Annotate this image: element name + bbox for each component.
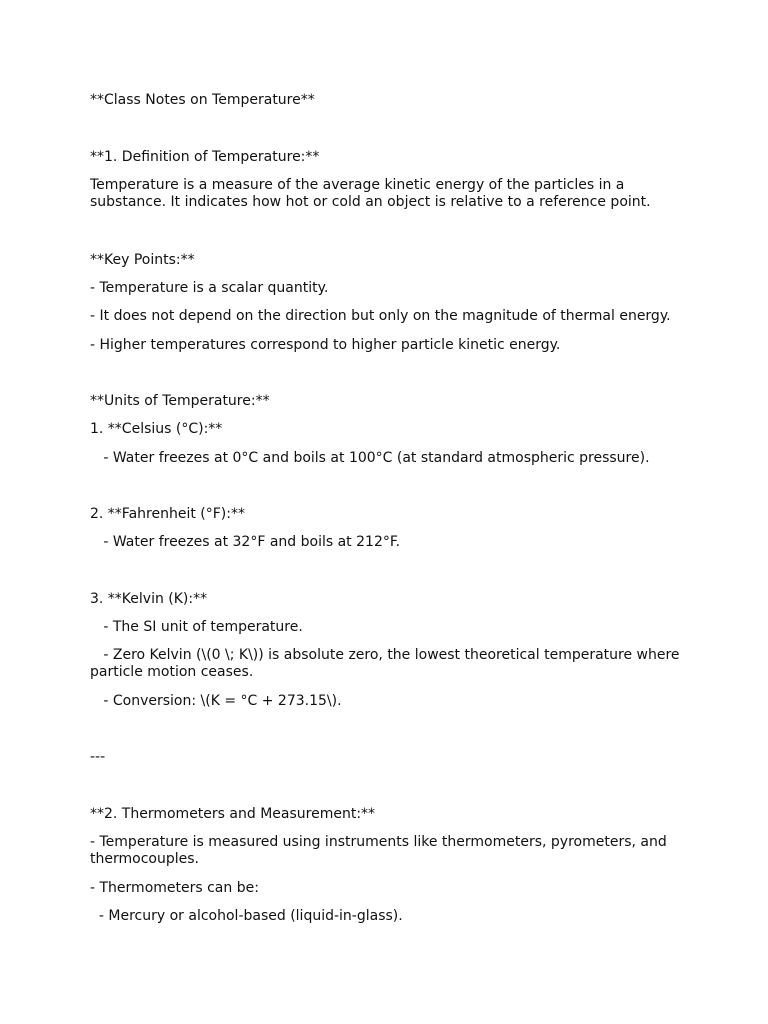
kelvin-item: - Zero Kelvin (\(0 \; K\)) is absolute zero, the lowest theoretical temperature where particle motion ceases. (90, 647, 684, 680)
key-points-heading: **Key Points:** (90, 252, 195, 268)
celsius-item: - Water freezes at 0°C and boils at 100°C (at standard atmospheric pressure). (90, 450, 650, 466)
units-heading: **Units of Temperature:** (90, 393, 270, 409)
key-point-item: - Higher temperatures correspond to higher particle kinetic energy. (90, 337, 561, 353)
key-point-item: - It does not depend on the direction but only on the magnitude of thermal energy. (90, 308, 671, 324)
section-1-heading: **1. Definition of Temperature:** (90, 149, 320, 165)
measurement-item: - Temperature is measured using instruments like thermometers, pyrometers, and thermocouples. (90, 834, 672, 867)
document-title: **Class Notes on Temperature** (90, 92, 315, 108)
kelvin-item: - The SI unit of temperature. (90, 619, 303, 635)
section-separator: --- (90, 749, 106, 765)
measurement-subitem: - Mercury or alcohol-based (liquid-in-glass). (90, 908, 403, 924)
definition-paragraph: Temperature is a measure of the average kinetic energy of the particles in a substance. It indicates how hot or cold an object is relative to a reference point. (90, 177, 651, 210)
fahrenheit-item: - Water freezes at 32°F and boils at 212°F. (90, 534, 401, 550)
section-2-heading: **2. Thermometers and Measurement:** (90, 806, 376, 822)
kelvin-heading: 3. **Kelvin (K):** (90, 591, 208, 607)
kelvin-item: - Conversion: \(K = °C + 273.15\). (90, 693, 342, 709)
key-point-item: - Temperature is a scalar quantity. (90, 280, 329, 296)
fahrenheit-heading: 2. **Fahrenheit (°F):** (90, 506, 245, 522)
measurement-item: - Thermometers can be: (90, 880, 259, 896)
celsius-heading: 1. **Celsius (°C):** (90, 421, 223, 437)
